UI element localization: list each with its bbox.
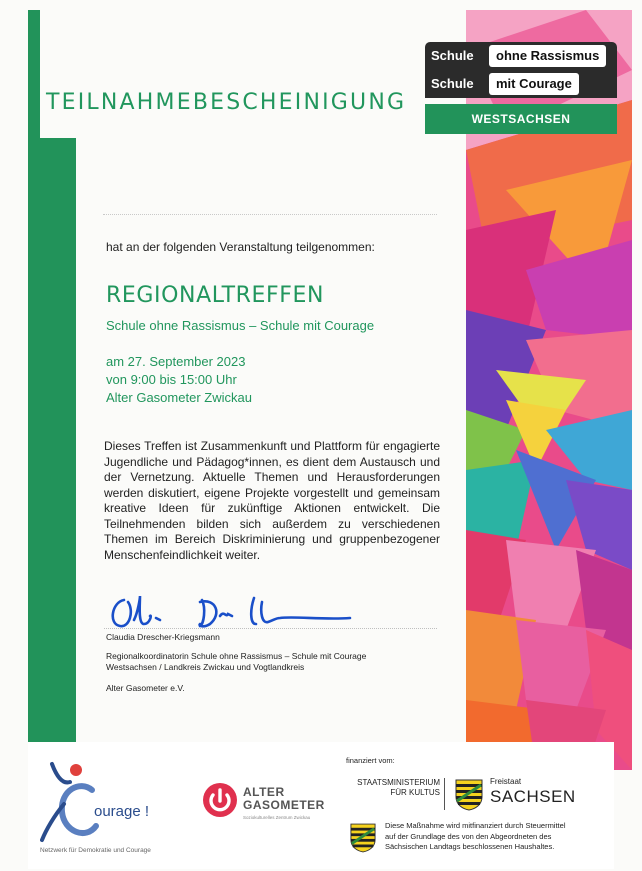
gasometer-line2: GASOMETER [243, 798, 325, 812]
logo-ohne-rassismus: ohne Rassismus [489, 45, 606, 67]
event-details [106, 353, 252, 407]
funding-notice-line1: Diese Maßnahme wird mitfinanziert durch Steuermittel [385, 821, 566, 830]
freistaat-label: Freistaat [490, 777, 522, 786]
funded-by-label: finanziert vom: [346, 756, 395, 765]
logo-schule-2: Schule [431, 76, 474, 91]
ministry-divider [444, 778, 445, 810]
signer-name: Claudia Drescher-Kriegsmann [106, 632, 220, 642]
signer-role-line1: Regionalkoordinatorin Schule ohne Rassismus – Schule mit Courage [106, 651, 367, 661]
courage-logo-text: ourage ! [94, 803, 150, 820]
organization-name: Alter Gasometer e.V. [106, 683, 185, 693]
gasometer-logo-icon [202, 782, 238, 818]
signer-role [106, 651, 366, 673]
event-location: Alter Gasometer Zwickau [106, 390, 252, 405]
event-subtitle: Schule ohne Rassismus – Schule mit Courage [106, 318, 375, 333]
school-network-logo [425, 38, 617, 136]
courage-logo-icon [40, 760, 100, 844]
event-title: REGIONALTREFFEN [106, 283, 325, 308]
logo-schule-1: Schule [431, 48, 474, 63]
signer-role-line2: Westsachsen / Landkreis Zwickau und Vogtlandkreis [106, 662, 305, 672]
funding-notice [385, 821, 565, 853]
intro-text: hat an der folgenden Veranstaltung teilgenommen: [106, 240, 375, 254]
top-separator [103, 214, 437, 215]
saxony-coat-of-arms-icon [455, 779, 483, 811]
funding-notice-line2: auf der Grundlage des von den Abgeordneten des [385, 831, 552, 841]
document-title: TEILNAHMEBESCHEINIGUNG [46, 90, 407, 115]
gasometer-logo-text [243, 786, 325, 812]
gasometer-subtitle: Soziokulturelles Zentrum Zwickau [243, 815, 311, 820]
gasometer-line1: ALTER [243, 785, 285, 799]
funding-notice-line3: Sächsischen Landtags beschlossenen Haushaltes. [385, 842, 555, 851]
sachsen-label: SACHSEN [490, 787, 576, 806]
logo-region: WESTSACHSEN [425, 104, 617, 134]
event-date: am 27. September 2023 [106, 354, 246, 369]
signature-line [104, 628, 437, 629]
ministry-name [348, 778, 440, 798]
event-time: von 9:00 bis 15:00 Uhr [106, 372, 237, 387]
ministry-line2: FÜR KULTUS [390, 788, 440, 797]
logo-mit-courage: mit Courage [489, 73, 579, 95]
event-description: Dieses Treffen ist Zusammenkunft und Plattform für engagierte Jugendliche und Pädagog*innen, es dient dem Austausch und der Vernetzung. Aktuelle Themen und Herausforderungen werden diskutiert, eigene Projekte vorgestellt und gemeinsam kreative Ideen für zukünftige Aktionen entwickelt. Die Teilnehmenden bilden sich außerdem zu verschiedenen Themen im Bereich Diskriminierung und gruppenbezogener Menschenfeindlichkeit weiter. [104, 439, 440, 562]
courage-network-label: Netzwerk für Demokratie und Courage [40, 847, 151, 854]
saxony-arms-small-icon [350, 823, 376, 853]
title-panel [40, 10, 466, 138]
ministry-line1: STAATSMINISTERIUM [357, 778, 440, 787]
